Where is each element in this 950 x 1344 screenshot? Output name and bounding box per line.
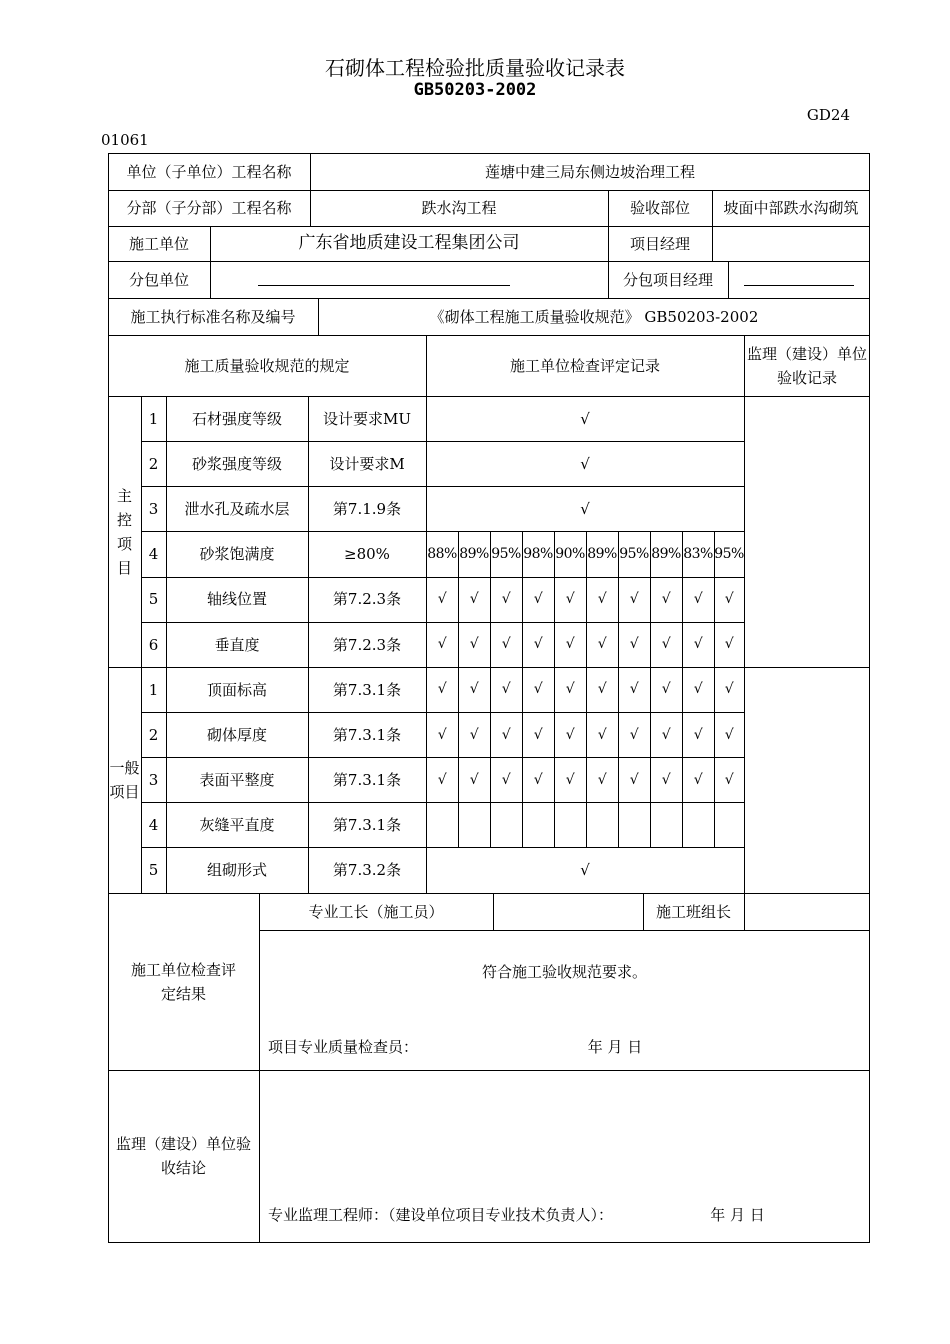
item-name: 垂直度 [214,635,260,654]
item-name: 砂浆饱满度 [199,545,275,564]
item-check-cell: √ [661,636,671,653]
item-check-cell: √ [661,681,671,698]
item-check-cell: √ [597,681,607,698]
acceptance-part-label: 验收部位 [629,199,690,217]
item-check-merged: √ [580,454,590,473]
form-title: 石砌体工程检验批质量验收记录表 [325,56,625,80]
item-check-cell: √ [597,636,607,653]
item-requirement: 第7.3.1条 [332,816,402,835]
supervision-engineer-label: 专业监理工程师：（建设单位项目专业技术负责人）： [268,1206,614,1224]
item-check-cell: √ [437,681,447,698]
item-requirement: 第7.3.2条 [332,861,402,880]
item-check-cell [554,803,586,848]
item-number: 5 [148,861,159,880]
foreman-label: 专业工长（施工员） [308,902,444,921]
subcontractor-label: 分包单位 [128,270,189,289]
item-name: 砂浆强度等级 [191,454,282,473]
main-items-group-label: 主控项目 [116,486,132,577]
inspector-label: 项目专业质量检查员： [268,1038,419,1056]
item-check-cell: √ [501,681,511,698]
item-check-cell: √ [693,771,703,788]
item-check-cell: √ [661,726,671,743]
item-check-cell: √ [437,591,447,608]
item-check-cell: √ [469,681,479,698]
unit-project-label: 单位（子单位）工程名称 [126,162,292,181]
item-check-cell: √ [661,771,671,788]
team-leader-label: 施工班组长 [655,902,731,921]
item-name: 表面平整度 [199,770,275,789]
item-check-cell: √ [565,771,575,788]
item-check-cell: √ [693,726,703,743]
item-name: 泄水孔及疏水层 [184,499,290,518]
acceptance-part-value: 坡面中部跌水沟砌筑 [723,199,859,217]
supervision-date: 年 月 日 [710,1206,765,1224]
item-check-cell: √ [693,681,703,698]
item-number: 4 [148,816,159,835]
item-check-cell: 89% [587,545,617,562]
item-name: 石材强度等级 [191,409,282,428]
item-check-cell: √ [565,726,575,743]
project-manager-label: 项目经理 [629,234,690,253]
item-number: 2 [148,454,159,473]
item-requirement: 第7.3.1条 [332,725,402,744]
item-check-cell: √ [693,591,703,608]
subcontractor-blank-line [258,285,510,286]
item-check-cell [522,803,554,848]
item-check-cell: √ [597,771,607,788]
item-check-cell: √ [629,771,639,788]
item-name: 组砌形式 [206,861,267,880]
serial-number: 01061 [101,131,149,149]
item-check-cell [490,803,522,848]
item-requirement: 第7.1.9条 [332,499,402,518]
standard-code: GB50203-2002 [413,80,537,100]
item-check-cell: 98% [523,545,553,562]
item-requirement: 第7.3.1条 [332,770,402,789]
item-check-cell: √ [469,771,479,788]
item-requirement: 第7.2.3条 [332,635,402,654]
item-check-cell [682,803,714,848]
item-check-cell [586,803,618,848]
item-check-cell: √ [533,591,543,608]
unit-project-value: 莲塘中建三局东侧边坡治理工程 [484,162,695,181]
item-check-cell: 95% [491,545,521,562]
item-check-cell [618,803,650,848]
contractor-date: 年 月 日 [587,1038,643,1056]
item-check-cell: √ [724,591,734,608]
item-check-cell: √ [469,636,479,653]
contractor-value: 广东省地质建设工程集团公司 [298,232,520,253]
item-check-cell: √ [437,636,447,653]
item-check-cell: 95% [619,545,649,562]
item-check-cell: √ [469,726,479,743]
item-check-cell [714,803,744,848]
project-manager-value [712,226,870,261]
item-check-cell: √ [693,636,703,653]
item-check-cell: √ [565,591,575,608]
team-leader-value [744,893,870,930]
item-check-cell: √ [629,591,639,608]
item-check-cell: √ [597,726,607,743]
item-check-cell: √ [724,771,734,788]
item-check-cell: √ [533,726,543,743]
item-check-cell: √ [565,636,575,653]
item-check-cell: √ [501,726,511,743]
item-name: 轴线位置 [206,590,267,609]
item-check-cell: 83% [683,545,713,562]
item-number: 6 [148,635,159,654]
subproject-value: 跌水沟工程 [421,199,497,217]
item-check-cell: √ [469,591,479,608]
item-check-merged: √ [580,409,590,428]
item-number: 4 [148,545,159,564]
item-check-cell: √ [629,681,639,698]
item-check-cell: √ [629,726,639,743]
contractor-result-label: 施工单位检查评定结果 [130,960,236,1003]
item-name: 砌体厚度 [206,725,267,744]
item-check-cell: 90% [555,545,585,562]
item-check-cell: 88% [427,545,457,562]
contractor-conclusion: 符合施工验收规范要求。 [481,963,647,981]
item-check-merged: √ [580,499,590,518]
item-requirement: 设计要求M [329,454,405,473]
item-requirement: 第7.3.1条 [332,680,402,699]
item-requirement: ≥80% [344,545,390,564]
item-requirement: 设计要求MU [322,409,411,428]
item-number: 2 [148,725,159,744]
check-header: 施工单位检查评定记录 [509,356,660,375]
spec-value: 《砌体工程施工质量验收规范》 GB50203-2002 [429,307,759,326]
item-check-cell: √ [501,771,511,788]
item-check-cell: √ [533,636,543,653]
spec-label: 施工执行标准名称及编号 [130,307,296,326]
item-check-cell: 89% [651,545,681,562]
foreman-value [493,893,643,930]
item-check-cell: √ [724,726,734,743]
general-items-group-label: 一般项目 [109,759,140,801]
subproject-label: 分部（子分部）工程名称 [126,199,292,217]
item-check-cell: √ [501,636,511,653]
rule-header: 施工质量验收规范的规定 [184,356,350,375]
item-check-cell: √ [437,771,447,788]
item-check-cell: 95% [714,545,744,562]
item-number: 3 [148,770,159,789]
sub-pm-label: 分包项目经理 [622,270,713,289]
item-requirement: 第7.2.3条 [332,590,402,609]
item-check-merged: √ [580,861,590,880]
supervision-result-label: 监理（建设）单位验收结论 [115,1135,251,1177]
item-check-cell: √ [724,681,734,698]
item-name: 灰缝平直度 [199,816,275,835]
item-check-cell [650,803,682,848]
item-number: 1 [148,680,159,699]
item-check-cell: 89% [459,545,489,562]
item-check-cell: √ [437,726,447,743]
item-check-cell: √ [565,681,575,698]
item-number: 5 [148,590,159,609]
sub-pm-blank-line [744,285,854,286]
contractor-label: 施工单位 [128,234,189,253]
form-code: GD24 [806,106,850,124]
item-check-cell: √ [629,636,639,653]
item-check-cell: √ [501,591,511,608]
item-name: 顶面标高 [206,680,267,699]
item-check-cell [458,803,490,848]
item-check-cell: √ [533,681,543,698]
item-check-cell: √ [533,771,543,788]
item-number: 1 [148,409,159,428]
item-number: 3 [148,499,159,518]
item-check-cell: √ [724,636,734,653]
item-check-cell [426,803,458,848]
item-check-cell: √ [661,591,671,608]
item-check-cell: √ [597,591,607,608]
supervision-header: 监理（建设）单位验收记录 [746,344,867,387]
